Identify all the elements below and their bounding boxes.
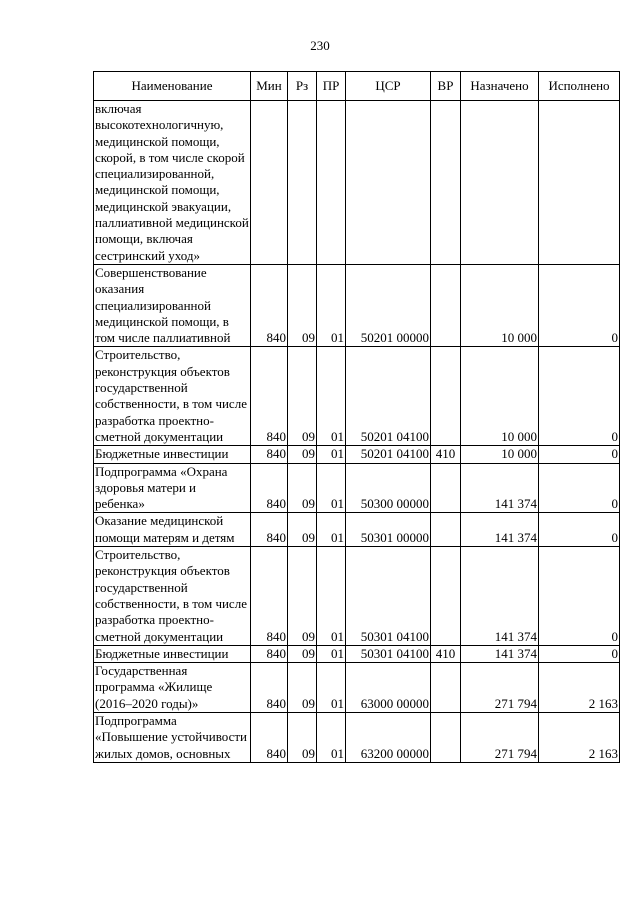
cell-pr: 01 [317, 463, 346, 513]
cell-assigned: 10 000 [461, 264, 539, 346]
cell-rz: 09 [288, 547, 317, 646]
cell-csr: 63000 00000 [346, 663, 431, 713]
cell-name: Бюджетные инвестиции [94, 645, 251, 662]
cell-executed: 0 [539, 645, 620, 662]
cell-rz: 09 [288, 663, 317, 713]
cell-pr: 01 [317, 513, 346, 547]
cell-min: 840 [251, 712, 288, 762]
cell-assigned: 141 374 [461, 513, 539, 547]
header-rz: Рз [288, 72, 317, 101]
cell-name: Строительство, реконструкция объектов государственной собственности, в том числе разработка проектно-сметной документации [94, 347, 251, 446]
table-row [94, 547, 620, 646]
table-row [94, 446, 620, 463]
cell-assigned: 271 794 [461, 663, 539, 713]
cell-rz: 09 [288, 712, 317, 762]
cell-pr: 01 [317, 663, 346, 713]
cell-assigned: 10 000 [461, 446, 539, 463]
table-row [94, 663, 620, 713]
cell-assigned: 141 374 [461, 645, 539, 662]
cell-csr [346, 101, 431, 265]
cell-csr: 50300 00000 [346, 463, 431, 513]
cell-pr [317, 101, 346, 265]
cell-vr [431, 463, 461, 513]
cell-min: 840 [251, 663, 288, 713]
cell-vr [431, 347, 461, 446]
header-vr: ВР [431, 72, 461, 101]
cell-csr: 50201 04100 [346, 446, 431, 463]
table-row [94, 712, 620, 762]
cell-pr: 01 [317, 347, 346, 446]
cell-assigned: 271 794 [461, 712, 539, 762]
header-csr: ЦСР [346, 72, 431, 101]
cell-rz: 09 [288, 463, 317, 513]
cell-assigned: 10 000 [461, 347, 539, 446]
cell-min: 840 [251, 463, 288, 513]
cell-csr: 63200 00000 [346, 712, 431, 762]
header-pr: ПР [317, 72, 346, 101]
cell-pr: 01 [317, 547, 346, 646]
cell-executed: 0 [539, 547, 620, 646]
table-row [94, 347, 620, 446]
cell-vr: 410 [431, 645, 461, 662]
cell-min: 840 [251, 513, 288, 547]
cell-min: 840 [251, 547, 288, 646]
cell-executed: 0 [539, 264, 620, 346]
cell-vr: 410 [431, 446, 461, 463]
cell-name: Совершенствование оказания специализированной медицинской помощи, в том числе паллиативной [94, 264, 251, 346]
table-row [94, 264, 620, 346]
header-name: Наименование [94, 72, 251, 101]
cell-assigned [461, 101, 539, 265]
cell-name: Оказание медицинской помощи матерям и детям [94, 513, 251, 547]
cell-executed: 0 [539, 513, 620, 547]
cell-rz: 09 [288, 347, 317, 446]
cell-csr: 50301 04100 [346, 645, 431, 662]
cell-name: включая высокотехнологичную, медицинской помощи, скорой, в том числе скорой специализированной, медицинской помощи, медицинской эвакуации, паллиативной медицинской помощи, включая сестринский уход» [95, 101, 249, 263]
cell-vr [431, 663, 461, 713]
table-row [94, 463, 620, 513]
cell-min: 840 [251, 446, 288, 463]
cell-csr: 50301 04100 [346, 547, 431, 646]
cell-pr: 01 [317, 264, 346, 346]
cell-rz: 09 [288, 264, 317, 346]
cell-name: Подпрограмма «Повышение устойчивости жилых домов, основных [94, 712, 251, 762]
cell-assigned: 141 374 [461, 547, 539, 646]
cell-min [251, 101, 288, 265]
cell-vr [431, 101, 461, 265]
cell-rz: 09 [288, 446, 317, 463]
cell-csr: 50201 00000 [346, 264, 431, 346]
cell-executed: 0 [539, 446, 620, 463]
cell-name: Государственная программа «Жилище (2016–2020 годы)» [94, 663, 251, 713]
cell-executed [539, 101, 620, 265]
cell-executed: 2 163 [539, 663, 620, 713]
cell-vr [431, 513, 461, 547]
cell-assigned: 141 374 [461, 463, 539, 513]
table-header-row [94, 72, 620, 101]
table-row [94, 513, 620, 547]
cell-vr [431, 712, 461, 762]
cell-rz: 09 [288, 513, 317, 547]
table-row [94, 645, 620, 662]
header-executed: Исполнено [539, 72, 620, 101]
cell-executed: 0 [539, 463, 620, 513]
cell-vr [431, 547, 461, 646]
cell-csr: 50201 04100 [346, 347, 431, 446]
cell-min: 840 [251, 264, 288, 346]
cell-name: Строительство, реконструкция объектов государственной собственности, в том числе разработка проектно-сметной документации [94, 547, 251, 646]
cell-executed: 0 [539, 347, 620, 446]
cell-vr [431, 264, 461, 346]
cell-pr: 01 [317, 645, 346, 662]
cell-min: 840 [251, 645, 288, 662]
cell-executed: 2 163 [539, 712, 620, 762]
cell-rz: 09 [288, 645, 317, 662]
header-min: Мин [251, 72, 288, 101]
budget-table [93, 71, 620, 763]
cell-min: 840 [251, 347, 288, 446]
cell-name: Бюджетные инвестиции [94, 446, 251, 463]
table-row [94, 101, 620, 265]
cell-pr: 01 [317, 712, 346, 762]
cell-rz [288, 101, 317, 265]
header-assigned: Назначено [461, 72, 539, 101]
cell-name: Подпрограмма «Охрана здоровья матери и ребенка» [94, 463, 251, 513]
cell-pr: 01 [317, 446, 346, 463]
page-number: 230 [310, 38, 330, 53]
cell-csr: 50301 00000 [346, 513, 431, 547]
